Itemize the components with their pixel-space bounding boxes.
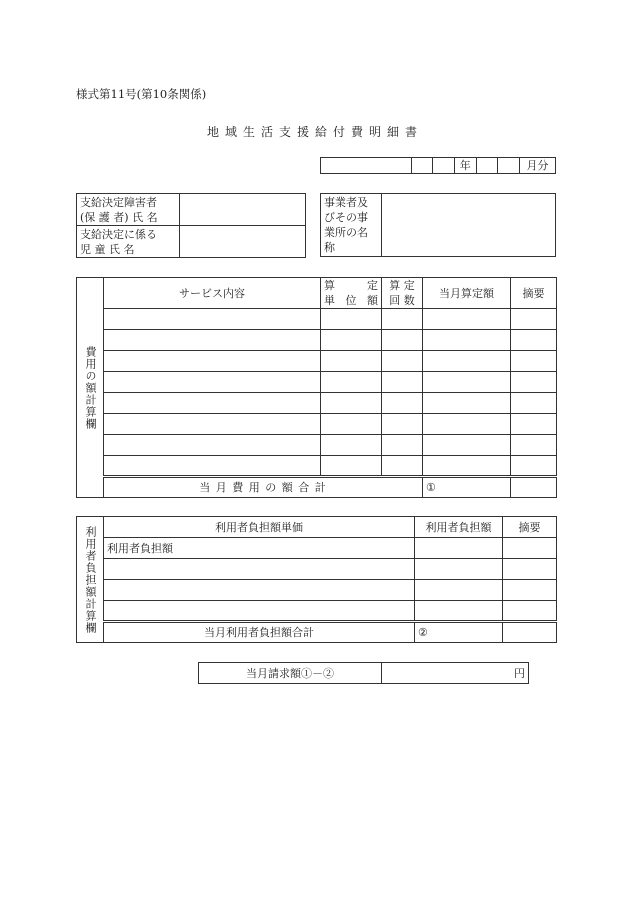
guardian-label-line2: (保 護 者) 氏 名 (80, 210, 158, 224)
child-label-line1: 支給決定に係る (80, 227, 157, 241)
count-cell[interactable] (382, 435, 423, 456)
month-digit-2[interactable] (498, 158, 520, 174)
cost-row (77, 456, 557, 477)
service-cell[interactable] (104, 435, 321, 456)
unit-header (321, 278, 382, 309)
provider-name-field[interactable] (382, 194, 556, 257)
month-digit-1[interactable] (476, 158, 498, 174)
cost-side-label: 費用の額計算欄 (77, 278, 104, 498)
remarks-cell[interactable] (511, 330, 557, 351)
remarks-cell[interactable] (511, 309, 557, 330)
provider-label-line1: 事業者及 (324, 196, 368, 209)
service-cell[interactable] (104, 351, 321, 372)
count-cell[interactable] (382, 372, 423, 393)
monthly-cell[interactable] (423, 435, 511, 456)
service-cell[interactable] (104, 393, 321, 414)
unit-cell[interactable] (321, 330, 382, 351)
remarks-cell[interactable] (511, 351, 557, 372)
count-header-line1: 算 定 (389, 279, 415, 292)
service-header: サービス内容 (104, 278, 321, 309)
count-header-line2: 回 数 (389, 294, 415, 307)
provider-label-line4: 称 (324, 241, 335, 254)
guardian-name-field[interactable] (180, 194, 306, 226)
cost-row (77, 309, 557, 330)
burden-row (77, 559, 557, 580)
cost-row (77, 372, 557, 393)
child-name-field[interactable] (180, 226, 306, 258)
burden-total-remarks[interactable] (503, 622, 557, 643)
burden-row (77, 538, 557, 559)
service-cell[interactable] (104, 309, 321, 330)
burden-remarks-cell[interactable] (503, 538, 557, 559)
month-label: 月分 (519, 158, 555, 174)
unit-cell[interactable] (321, 372, 382, 393)
unit-cell[interactable] (321, 456, 382, 477)
burden-table (76, 516, 557, 643)
unit-cell[interactable] (321, 414, 382, 435)
remarks-cell[interactable] (511, 372, 557, 393)
burden-amount-cell[interactable] (415, 538, 503, 559)
circle-1-mark: ① (426, 481, 436, 494)
unit-header-line1: 算 定 (324, 279, 378, 292)
unit-cell[interactable] (321, 309, 382, 330)
remarks-cell[interactable] (511, 456, 557, 477)
count-cell[interactable] (382, 456, 423, 477)
burden-total-cell[interactable] (415, 622, 503, 643)
monthly-cell[interactable] (423, 309, 511, 330)
monthly-cell[interactable] (423, 372, 511, 393)
form-number: 様式第11号(第10条関係) (76, 87, 207, 101)
burden-total-label: 当月利用者負担額合計 (104, 622, 415, 643)
cost-row (77, 330, 557, 351)
burden-unit-cell[interactable] (104, 580, 415, 601)
burden-amount-cell[interactable] (415, 580, 503, 601)
billing-table (198, 662, 529, 684)
cost-table (76, 277, 557, 498)
remarks-cell[interactable] (511, 435, 557, 456)
provider-table (320, 193, 556, 257)
burden-side-label: 利用者負担額計算欄 (77, 517, 104, 643)
remarks-cell[interactable] (511, 393, 557, 414)
cost-total-cell[interactable] (423, 477, 511, 498)
service-cell[interactable] (104, 372, 321, 393)
year-label: 年 (454, 158, 476, 174)
guardian-label-line1: 支給決定障害者 (80, 195, 157, 209)
child-label (77, 226, 180, 258)
cost-row (77, 351, 557, 372)
yen-unit: 円 (514, 666, 525, 680)
cost-total-remarks[interactable] (511, 477, 557, 498)
provider-label-line3: 業所の名 (324, 226, 368, 239)
monthly-cell[interactable] (423, 456, 511, 477)
count-header (382, 278, 423, 309)
cost-total-label: 当 月 費 用 の 額 合 計 (104, 477, 423, 498)
count-cell[interactable] (382, 414, 423, 435)
count-cell[interactable] (382, 309, 423, 330)
monthly-header: 当月算定額 (423, 278, 511, 309)
remarks-header: 摘要 (511, 278, 557, 309)
unit-cell[interactable] (321, 393, 382, 414)
unit-header-line2: 単 位 額 (324, 294, 378, 307)
monthly-cell[interactable] (423, 351, 511, 372)
unit-cell[interactable] (321, 435, 382, 456)
monthly-cell[interactable] (423, 393, 511, 414)
year-digit-2[interactable] (433, 158, 455, 174)
burden-remarks-cell[interactable] (503, 601, 557, 622)
cost-row (77, 393, 557, 414)
billing-amount-field[interactable] (382, 663, 529, 684)
recipient-table (76, 193, 306, 258)
monthly-cell[interactable] (423, 414, 511, 435)
billing-label: 当月請求額①－② (199, 663, 382, 684)
service-cell[interactable] (104, 414, 321, 435)
burden-remarks-header: 摘要 (503, 517, 557, 538)
circle-2-mark: ② (418, 626, 428, 639)
service-cell[interactable] (104, 456, 321, 477)
burden-first-row-label: 利用者負担額 (104, 538, 415, 559)
burden-unit-cell[interactable] (104, 559, 415, 580)
cost-row (77, 435, 557, 456)
burden-unit-price-header: 利用者負担額単価 (104, 517, 415, 538)
provider-label (321, 194, 382, 257)
cost-row (77, 414, 557, 435)
burden-unit-cell[interactable] (104, 601, 415, 622)
burden-row (77, 580, 557, 601)
burden-total-row (77, 622, 557, 643)
provider-label-line2: びその事 (324, 211, 368, 224)
guardian-label (77, 194, 180, 226)
era-cell[interactable] (321, 158, 412, 174)
burden-amount-header: 利用者負担額 (415, 517, 503, 538)
burden-amount-cell[interactable] (415, 601, 503, 622)
burden-remarks-cell[interactable] (503, 559, 557, 580)
count-cell[interactable] (382, 351, 423, 372)
monthly-cell[interactable] (423, 330, 511, 351)
burden-amount-cell[interactable] (415, 559, 503, 580)
unit-cell[interactable] (321, 351, 382, 372)
document-title: 地域生活支援給付費明細書 (206, 125, 423, 139)
burden-row (77, 601, 557, 622)
date-table (320, 157, 556, 174)
count-cell[interactable] (382, 330, 423, 351)
year-digit-1[interactable] (411, 158, 433, 174)
cost-total-row (77, 477, 557, 498)
remarks-cell[interactable] (511, 414, 557, 435)
count-cell[interactable] (382, 393, 423, 414)
service-cell[interactable] (104, 330, 321, 351)
burden-remarks-cell[interactable] (503, 580, 557, 601)
child-label-line2: 児 童 氏 名 (80, 242, 135, 256)
